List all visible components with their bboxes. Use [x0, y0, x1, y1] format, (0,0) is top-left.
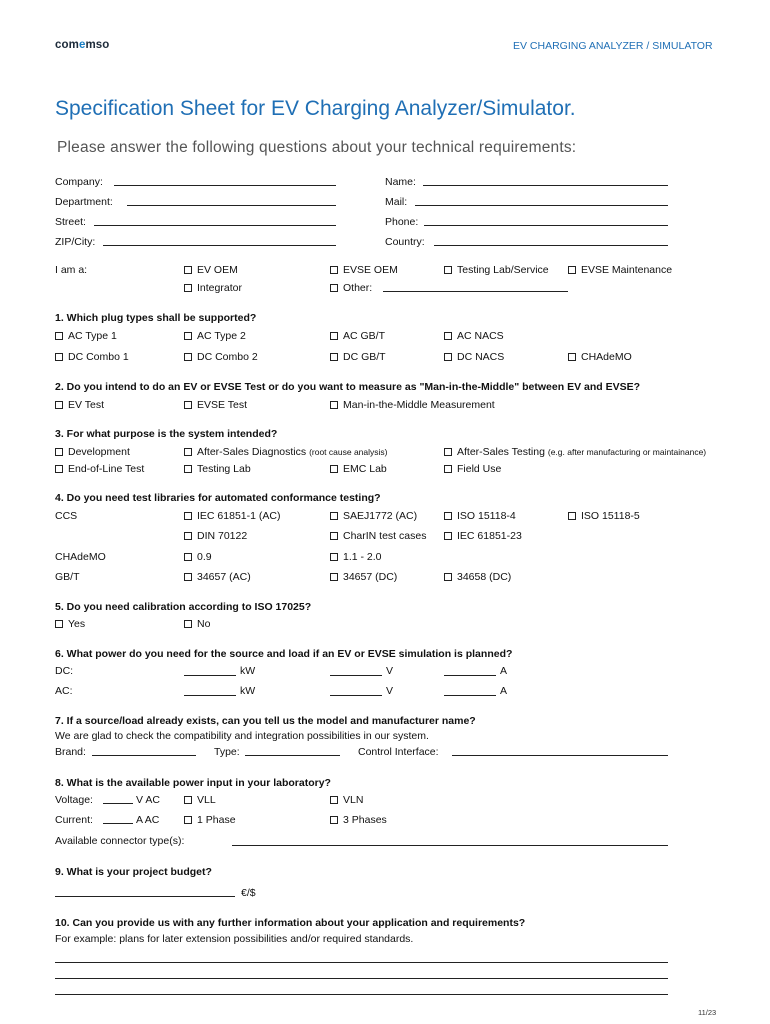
name-field[interactable]	[423, 185, 668, 186]
checkbox-icon	[55, 448, 63, 456]
page-code: 11/23	[698, 1008, 717, 1017]
checkbox-icon	[184, 816, 192, 824]
checkbox-icon	[568, 353, 576, 361]
checkbox-charin[interactable]: CharIN test cases	[330, 529, 426, 543]
checkbox-dc-combo-2[interactable]: DC Combo 2	[184, 350, 258, 364]
question-7-note: We are glad to check the compatibility and integration possibilities in our system.	[55, 730, 429, 742]
checkbox-mitm[interactable]: Man-in-the-Middle Measurement	[330, 398, 495, 412]
connector-field[interactable]	[232, 845, 668, 846]
checkbox-34657-ac[interactable]: 34657 (AC)	[184, 570, 251, 584]
question-9: 9. What is your project budget?	[55, 866, 212, 878]
budget-field[interactable]	[55, 896, 235, 897]
ac-kw-field[interactable]	[184, 695, 236, 696]
page-title: Specification Sheet for EV Charging Analyzer/Simulator.	[55, 97, 576, 120]
checkbox-icon	[444, 448, 452, 456]
street-field[interactable]	[94, 225, 336, 226]
ac-v-unit: V	[386, 685, 394, 697]
other-field[interactable]	[383, 291, 568, 292]
checkbox-icon	[330, 532, 338, 540]
checkbox-testing-lab-service[interactable]: Testing Lab/Service	[444, 263, 549, 277]
checkbox-icon	[330, 332, 338, 340]
checkbox-iec-61851-1[interactable]: IEC 61851-1 (AC)	[184, 509, 280, 523]
checkbox-icon	[330, 465, 338, 473]
checkbox-ac-type-1[interactable]: AC Type 1	[55, 329, 117, 343]
dc-v-field[interactable]	[330, 675, 382, 676]
checkbox-dc-gbt[interactable]: DC GB/T	[330, 350, 386, 364]
name-label: Name:	[385, 176, 416, 188]
country-label: Country:	[385, 236, 425, 248]
further-info-line-2[interactable]	[55, 978, 668, 979]
checkbox-icon	[444, 332, 452, 340]
checkbox-icon	[330, 796, 338, 804]
checkbox-evse-test[interactable]: EVSE Test	[184, 398, 247, 412]
checkbox-ev-oem[interactable]: EV OEM	[184, 263, 238, 277]
checkbox-no[interactable]: No	[184, 617, 210, 631]
checkbox-icon	[184, 448, 192, 456]
checkbox-34657-dc[interactable]: 34657 (DC)	[330, 570, 397, 584]
phone-label: Phone:	[385, 216, 419, 228]
checkbox-icon	[184, 553, 192, 561]
checkbox-icon	[55, 353, 63, 361]
zip-city-field[interactable]	[103, 245, 336, 246]
checkbox-icon	[330, 816, 338, 824]
checkbox-icon	[55, 620, 63, 628]
checkbox-din-70122[interactable]: DIN 70122	[184, 529, 247, 543]
dc-kw-field[interactable]	[184, 675, 236, 676]
zip-city-label: ZIP/City:	[55, 236, 96, 248]
checkbox-icon	[444, 465, 452, 473]
question-6: 6. What power do you need for the source and load if an EV or EVSE simulation is planned?	[55, 648, 513, 660]
voltage-field[interactable]	[103, 803, 133, 804]
company-field[interactable]	[114, 185, 336, 186]
checkbox-icon	[444, 532, 452, 540]
question-8: 8. What is the available power input in your laboratory?	[55, 777, 331, 789]
checkbox-icon	[330, 553, 338, 561]
ac-label: AC:	[55, 685, 73, 697]
budget-currency: €/$	[241, 887, 256, 899]
question-7: 7. If a source/load already exists, can you tell us the model and manufacturer name?	[55, 715, 476, 727]
country-field[interactable]	[434, 245, 668, 246]
checkbox-other[interactable]: Other:	[330, 281, 372, 295]
checkbox-iec-61851-23[interactable]: IEC 61851-23	[444, 529, 522, 543]
checkbox-icon	[184, 353, 192, 361]
checkbox-after-sales-testing[interactable]: After-Sales Testing (e.g. after manufacturing or maintainance)	[444, 445, 706, 459]
checkbox-icon	[568, 266, 576, 274]
question-3: 3. For what purpose is the system intended?	[55, 428, 278, 440]
type-field[interactable]	[245, 755, 340, 756]
dc-a-field[interactable]	[444, 675, 496, 676]
checkbox-chademo-1-1-2-0[interactable]: 1.1 - 2.0	[330, 550, 382, 564]
checkbox-field-use[interactable]: Field Use	[444, 462, 501, 476]
checkbox-after-sales-diagnostics[interactable]: After-Sales Diagnostics (root cause analysis)	[184, 445, 387, 459]
checkbox-icon	[444, 353, 452, 361]
checkbox-evse-maintenance[interactable]: EVSE Maintenance	[568, 263, 672, 277]
checkbox-1-phase[interactable]: 1 Phase	[184, 813, 236, 827]
control-interface-label: Control Interface:	[358, 746, 439, 758]
street-label: Street:	[55, 216, 86, 228]
checkbox-chademo-plug[interactable]: CHAdeMO	[568, 350, 632, 364]
ccs-label: CCS	[55, 510, 78, 522]
question-1: 1. Which plug types shall be supported?	[55, 312, 257, 324]
dc-kw-unit: kW	[240, 665, 256, 677]
checkbox-icon	[184, 284, 192, 292]
checkbox-vll[interactable]: VLL	[184, 793, 216, 807]
checkbox-iso-15118-5[interactable]: ISO 15118-5	[568, 509, 640, 523]
checkbox-dc-nacs[interactable]: DC NACS	[444, 350, 504, 364]
type-label: Type:	[214, 746, 240, 758]
question-10: 10. Can you provide us with any further information about your application and requirements?	[55, 917, 526, 929]
checkbox-icon	[55, 401, 63, 409]
department-label: Department:	[55, 196, 113, 208]
checkbox-icon	[184, 465, 192, 473]
iam-label: I am a:	[55, 264, 88, 276]
checkbox-icon	[184, 401, 192, 409]
checkbox-icon	[184, 532, 192, 540]
voltage-unit: V AC	[136, 794, 160, 806]
checkbox-icon	[568, 512, 576, 520]
department-field[interactable]	[127, 205, 336, 206]
question-2: 2. Do you intend to do an EV or EVSE Test or do you want to measure as "Man-in-the-Middle" between EV and EVSE?	[55, 381, 641, 393]
checkbox-icon	[330, 573, 338, 581]
checkbox-end-of-line-test[interactable]: End-of-Line Test	[55, 462, 144, 476]
ac-kw-unit: kW	[240, 685, 256, 697]
checkbox-icon	[444, 512, 452, 520]
checkbox-icon	[330, 401, 338, 409]
checkbox-dc-combo-1[interactable]: DC Combo 1	[55, 350, 129, 364]
checkbox-ac-type-2[interactable]: AC Type 2	[184, 329, 246, 343]
dc-a-unit: A	[500, 665, 508, 677]
connector-label: Available connector type(s):	[55, 835, 185, 847]
checkbox-development[interactable]: Development	[55, 445, 130, 459]
checkbox-vln[interactable]: VLN	[330, 793, 363, 807]
checkbox-icon	[184, 620, 192, 628]
checkbox-icon	[184, 266, 192, 274]
checkbox-icon	[330, 353, 338, 361]
current-field[interactable]	[103, 823, 133, 824]
checkbox-chademo-0-9[interactable]: 0.9	[184, 550, 212, 564]
checkbox-saej1772[interactable]: SAEJ1772 (AC)	[330, 509, 417, 523]
company-logo: comemso	[55, 39, 110, 51]
dc-v-unit: V	[386, 665, 394, 677]
checkbox-emc-lab[interactable]: EMC Lab	[330, 462, 387, 476]
current-unit: A AC	[136, 814, 160, 826]
control-interface-field[interactable]	[452, 755, 668, 756]
checkbox-icon	[55, 465, 63, 473]
checkbox-icon	[184, 796, 192, 804]
voltage-label: Voltage:	[55, 794, 93, 806]
ac-a-unit: A	[500, 685, 508, 697]
checkbox-ac-nacs[interactable]: AC NACS	[444, 329, 504, 343]
further-info-line-1[interactable]	[55, 962, 668, 963]
checkbox-icon	[184, 512, 192, 520]
checkbox-icon	[444, 266, 452, 274]
current-label: Current:	[55, 814, 93, 826]
checkbox-iso-15118-4[interactable]: ISO 15118-4	[444, 509, 516, 523]
checkbox-testing-lab[interactable]: Testing Lab	[184, 462, 251, 476]
brand-label: Brand:	[55, 746, 86, 758]
checkbox-evse-oem[interactable]: EVSE OEM	[330, 263, 398, 277]
company-label: Company:	[55, 176, 103, 188]
checkbox-ev-test[interactable]: EV Test	[55, 398, 104, 412]
chademo-label: CHAdeMO	[55, 551, 106, 563]
checkbox-icon	[330, 266, 338, 274]
checkbox-yes[interactable]: Yes	[55, 617, 85, 631]
page-subtitle: Please answer the following questions about your technical requirements:	[57, 139, 577, 156]
mail-field[interactable]	[415, 205, 668, 206]
checkbox-icon	[55, 332, 63, 340]
header-product-title: EV CHARGING ANALYZER / SIMULATOR	[513, 40, 713, 52]
checkbox-icon	[184, 332, 192, 340]
ac-a-field[interactable]	[444, 695, 496, 696]
checkbox-icon	[330, 284, 338, 292]
question-10-note: For example: plans for later extension possibilities and/or required standards.	[55, 933, 414, 945]
checkbox-34658-dc[interactable]: 34658 (DC)	[444, 570, 511, 584]
brand-field[interactable]	[92, 755, 196, 756]
checkbox-3-phases[interactable]: 3 Phases	[330, 813, 387, 827]
question-5: 5. Do you need calibration according to ISO 17025?	[55, 601, 312, 613]
phone-field[interactable]	[424, 225, 668, 226]
gbt-label: GB/T	[55, 571, 80, 583]
checkbox-ac-gbt[interactable]: AC GB/T	[330, 329, 385, 343]
checkbox-icon	[184, 573, 192, 581]
checkbox-icon	[444, 573, 452, 581]
mail-label: Mail:	[385, 196, 408, 208]
checkbox-icon	[330, 512, 338, 520]
further-info-line-3[interactable]	[55, 994, 668, 995]
ac-v-field[interactable]	[330, 695, 382, 696]
question-4: 4. Do you need test libraries for automated conformance testing?	[55, 492, 381, 504]
checkbox-integrator[interactable]: Integrator	[184, 281, 242, 295]
dc-label: DC:	[55, 665, 74, 677]
